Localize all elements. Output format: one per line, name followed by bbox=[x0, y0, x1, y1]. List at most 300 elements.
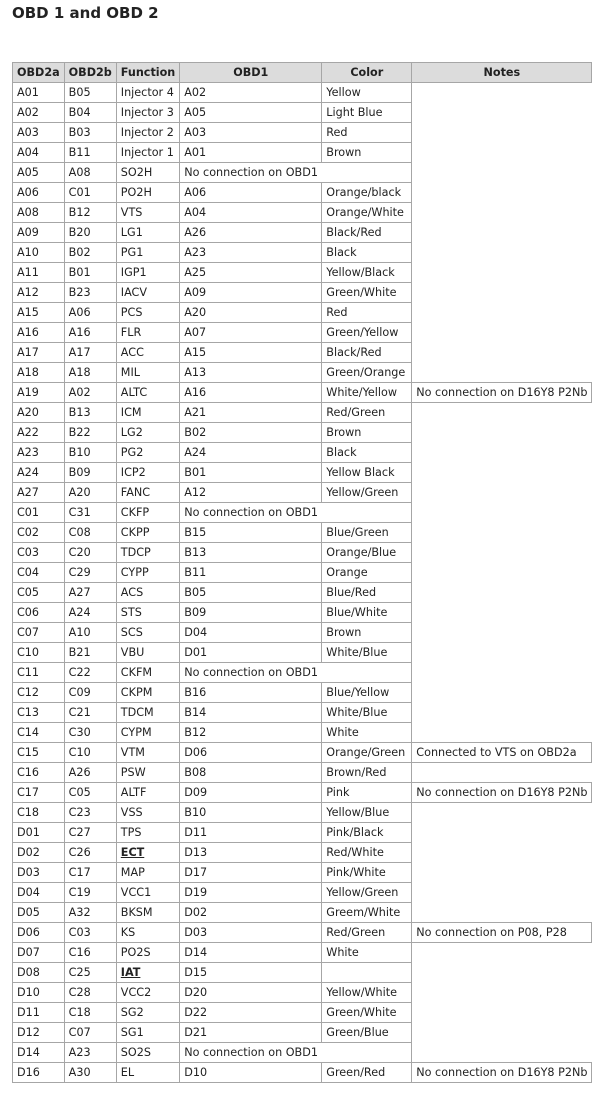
cell-obd2b: B03 bbox=[64, 123, 116, 143]
cell-obd2b: A32 bbox=[64, 903, 116, 923]
cell-obd1: A09 bbox=[180, 283, 322, 303]
cell-obd2b: C20 bbox=[64, 543, 116, 563]
cell-obd2a: C16 bbox=[13, 763, 65, 783]
cell-notes-empty bbox=[412, 903, 592, 923]
cell-notes-empty bbox=[412, 303, 592, 323]
cell-notes-empty bbox=[412, 423, 592, 443]
cell-function: ALTC bbox=[116, 383, 179, 403]
cell-obd2b: B09 bbox=[64, 463, 116, 483]
cell-color bbox=[322, 963, 412, 983]
cell-obd2a: C14 bbox=[13, 723, 65, 743]
cell-color: Yellow/White bbox=[322, 983, 412, 1003]
cell-obd1: D13 bbox=[180, 843, 322, 863]
cell-notes-empty bbox=[412, 103, 592, 123]
cell-function: SG1 bbox=[116, 1023, 179, 1043]
cell-obd2b: C08 bbox=[64, 523, 116, 543]
cell-color: Red bbox=[322, 303, 412, 323]
table-row bbox=[13, 83, 592, 103]
table-row bbox=[13, 763, 592, 783]
cell-obd2a: A12 bbox=[13, 283, 65, 303]
cell-notes-empty bbox=[412, 1023, 592, 1043]
cell-obd2a: C15 bbox=[13, 743, 65, 763]
table-row bbox=[13, 383, 592, 403]
cell-obd2b: B01 bbox=[64, 263, 116, 283]
cell-obd2b: C19 bbox=[64, 883, 116, 903]
cell-obd2b: B13 bbox=[64, 403, 116, 423]
cell-notes-empty bbox=[412, 963, 592, 983]
table-row bbox=[13, 423, 592, 443]
cell-notes-empty bbox=[412, 883, 592, 903]
cell-function: PSW bbox=[116, 763, 179, 783]
cell-function: ECT bbox=[116, 843, 179, 863]
cell-obd2b: B22 bbox=[64, 423, 116, 443]
cell-color: Pink/White bbox=[322, 863, 412, 883]
cell-obd2a: C11 bbox=[13, 663, 65, 683]
cell-obd1: D17 bbox=[180, 863, 322, 883]
cell-obd1: A05 bbox=[180, 103, 322, 123]
cell-color: Green/Orange bbox=[322, 363, 412, 383]
table-row bbox=[13, 603, 592, 623]
cell-function: CKFM bbox=[116, 663, 179, 683]
cell-obd1: A20 bbox=[180, 303, 322, 323]
cell-notes-empty bbox=[412, 863, 592, 883]
table-row bbox=[13, 843, 592, 863]
cell-obd2a: A18 bbox=[13, 363, 65, 383]
cell-function: PCS bbox=[116, 303, 179, 323]
cell-obd2b: A06 bbox=[64, 303, 116, 323]
table-row bbox=[13, 123, 592, 143]
cell-obd2a: C03 bbox=[13, 543, 65, 563]
cell-notes-empty bbox=[412, 763, 592, 783]
cell-obd2b: C10 bbox=[64, 743, 116, 763]
cell-obd2b: C01 bbox=[64, 183, 116, 203]
cell-function: CYPM bbox=[116, 723, 179, 743]
cell-obd2b: C07 bbox=[64, 1023, 116, 1043]
cell-color: Blue/Red bbox=[322, 583, 412, 603]
cell-color: Orange/Blue bbox=[322, 543, 412, 563]
cell-obd2b: A10 bbox=[64, 623, 116, 643]
cell-obd2a: A03 bbox=[13, 123, 65, 143]
cell-obd2b: C29 bbox=[64, 563, 116, 583]
cell-function: PG1 bbox=[116, 243, 179, 263]
cell-notes-empty bbox=[412, 943, 592, 963]
cell-color: Yellow/Blue bbox=[322, 803, 412, 823]
cell-obd1: No connection on OBD1 bbox=[180, 163, 412, 183]
table-row bbox=[13, 103, 592, 123]
cell-obd2a: D03 bbox=[13, 863, 65, 883]
table-row bbox=[13, 483, 592, 503]
cell-obd1: A02 bbox=[180, 83, 322, 103]
table-row bbox=[13, 183, 592, 203]
table-row bbox=[13, 303, 592, 323]
cell-obd2a: D14 bbox=[13, 1043, 65, 1063]
cell-obd1: A04 bbox=[180, 203, 322, 223]
cell-color: Green/Red bbox=[322, 1063, 412, 1083]
cell-function: ACC bbox=[116, 343, 179, 363]
page-title: OBD 1 and OBD 2 bbox=[12, 4, 159, 22]
cell-function: Injector 4 bbox=[116, 83, 179, 103]
cell-function: ALTF bbox=[116, 783, 179, 803]
cell-obd2b: A17 bbox=[64, 343, 116, 363]
cell-obd2a: D04 bbox=[13, 883, 65, 903]
cell-obd1: A07 bbox=[180, 323, 322, 343]
cell-obd2b: C03 bbox=[64, 923, 116, 943]
table-row bbox=[13, 1063, 592, 1083]
cell-color: Orange/black bbox=[322, 183, 412, 203]
cell-obd2a: A10 bbox=[13, 243, 65, 263]
cell-obd1: A03 bbox=[180, 123, 322, 143]
cell-obd2b: C18 bbox=[64, 1003, 116, 1023]
cell-function: PO2S bbox=[116, 943, 179, 963]
cell-notes-empty bbox=[412, 243, 592, 263]
cell-color: Blue/Yellow bbox=[322, 683, 412, 703]
cell-color: Red/Green bbox=[322, 923, 412, 943]
cell-obd2b: B12 bbox=[64, 203, 116, 223]
cell-obd1: D20 bbox=[180, 983, 322, 1003]
cell-obd2a: A23 bbox=[13, 443, 65, 463]
cell-obd1: B12 bbox=[180, 723, 322, 743]
table-row bbox=[13, 163, 592, 183]
cell-obd2a: C17 bbox=[13, 783, 65, 803]
cell-function: ACS bbox=[116, 583, 179, 603]
cell-obd2a: A27 bbox=[13, 483, 65, 503]
table-row bbox=[13, 143, 592, 163]
cell-function: ICP2 bbox=[116, 463, 179, 483]
cell-color: Blue/Green bbox=[322, 523, 412, 543]
cell-color: Black bbox=[322, 243, 412, 263]
cell-obd2b: C27 bbox=[64, 823, 116, 843]
cell-obd2a: C04 bbox=[13, 563, 65, 583]
cell-function: Injector 1 bbox=[116, 143, 179, 163]
cell-obd1: No connection on OBD1 bbox=[180, 663, 412, 683]
cell-color: Yellow/Green bbox=[322, 483, 412, 503]
pinout-table bbox=[12, 62, 592, 1083]
cell-function: IGP1 bbox=[116, 263, 179, 283]
cell-obd2a: D02 bbox=[13, 843, 65, 863]
cell-obd1: A26 bbox=[180, 223, 322, 243]
cell-obd1: D14 bbox=[180, 943, 322, 963]
cell-obd1: A06 bbox=[180, 183, 322, 203]
cell-obd2b: C30 bbox=[64, 723, 116, 743]
cell-function: VBU bbox=[116, 643, 179, 663]
cell-notes: No connection on D16Y8 P2Nb bbox=[412, 783, 592, 803]
cell-function: CKPP bbox=[116, 523, 179, 543]
cell-obd1: A23 bbox=[180, 243, 322, 263]
cell-obd2b: C16 bbox=[64, 943, 116, 963]
cell-obd2b: B23 bbox=[64, 283, 116, 303]
cell-notes: No connection on D16Y8 P2Nb bbox=[412, 1063, 592, 1083]
cell-notes-empty bbox=[412, 363, 592, 383]
cell-function: VTS bbox=[116, 203, 179, 223]
cell-obd2b: A26 bbox=[64, 763, 116, 783]
cell-notes-empty bbox=[412, 543, 592, 563]
cell-obd1: D09 bbox=[180, 783, 322, 803]
cell-function: SCS bbox=[116, 623, 179, 643]
table-row bbox=[13, 703, 592, 723]
cell-color: Brown/Red bbox=[322, 763, 412, 783]
cell-notes-empty bbox=[412, 683, 592, 703]
cell-obd2a: D07 bbox=[13, 943, 65, 963]
cell-color: Light Blue bbox=[322, 103, 412, 123]
cell-obd1: D04 bbox=[180, 623, 322, 643]
cell-obd2b: C21 bbox=[64, 703, 116, 723]
cell-function: KS bbox=[116, 923, 179, 943]
cell-obd2b: C26 bbox=[64, 843, 116, 863]
cell-color: Greem/White bbox=[322, 903, 412, 923]
table-row bbox=[13, 223, 592, 243]
cell-obd1: B15 bbox=[180, 523, 322, 543]
header-obd2a: OBD2a bbox=[13, 63, 65, 83]
cell-obd2a: A11 bbox=[13, 263, 65, 283]
cell-obd2b: C25 bbox=[64, 963, 116, 983]
cell-notes-empty bbox=[412, 163, 592, 183]
cell-function: SG2 bbox=[116, 1003, 179, 1023]
cell-obd1: D03 bbox=[180, 923, 322, 943]
cell-color: Red bbox=[322, 123, 412, 143]
cell-function: CYPP bbox=[116, 563, 179, 583]
cell-obd1: No connection on OBD1 bbox=[180, 503, 412, 523]
cell-obd1: A13 bbox=[180, 363, 322, 383]
cell-notes-empty bbox=[412, 443, 592, 463]
cell-notes: No connection on P08, P28 bbox=[412, 923, 592, 943]
cell-obd2a: A16 bbox=[13, 323, 65, 343]
cell-obd2b: C09 bbox=[64, 683, 116, 703]
cell-obd2a: A20 bbox=[13, 403, 65, 423]
cell-obd1: D06 bbox=[180, 743, 322, 763]
cell-obd2b: C22 bbox=[64, 663, 116, 683]
table-row bbox=[13, 643, 592, 663]
cell-notes-empty bbox=[412, 503, 592, 523]
cell-obd1: A01 bbox=[180, 143, 322, 163]
cell-obd2b: C05 bbox=[64, 783, 116, 803]
cell-obd2b: A20 bbox=[64, 483, 116, 503]
cell-notes-empty bbox=[412, 123, 592, 143]
cell-notes-empty bbox=[412, 623, 592, 643]
cell-obd1: A15 bbox=[180, 343, 322, 363]
cell-obd1: B09 bbox=[180, 603, 322, 623]
cell-obd2b: A30 bbox=[64, 1063, 116, 1083]
table-row bbox=[13, 663, 592, 683]
cell-color: Pink/Black bbox=[322, 823, 412, 843]
cell-function: STS bbox=[116, 603, 179, 623]
cell-color: Blue/White bbox=[322, 603, 412, 623]
header-obd1: OBD1 bbox=[180, 63, 322, 83]
cell-obd2b: A27 bbox=[64, 583, 116, 603]
table-row bbox=[13, 823, 592, 843]
cell-notes: No connection on D16Y8 P2Nb bbox=[412, 383, 592, 403]
cell-obd2b: B02 bbox=[64, 243, 116, 263]
cell-color: Green/Blue bbox=[322, 1023, 412, 1043]
cell-function: VCC2 bbox=[116, 983, 179, 1003]
cell-color: Black bbox=[322, 443, 412, 463]
cell-color: White/Blue bbox=[322, 703, 412, 723]
cell-obd2b: C17 bbox=[64, 863, 116, 883]
cell-obd1: D11 bbox=[180, 823, 322, 843]
cell-obd2b: B05 bbox=[64, 83, 116, 103]
cell-obd1: A12 bbox=[180, 483, 322, 503]
cell-color: Yellow/Black bbox=[322, 263, 412, 283]
header-obd2b: OBD2b bbox=[64, 63, 116, 83]
cell-obd2b: B04 bbox=[64, 103, 116, 123]
cell-obd2a: C01 bbox=[13, 503, 65, 523]
table-row bbox=[13, 563, 592, 583]
cell-function: VTM bbox=[116, 743, 179, 763]
cell-obd1: A25 bbox=[180, 263, 322, 283]
cell-color: Orange/Green bbox=[322, 743, 412, 763]
cell-obd2a: C05 bbox=[13, 583, 65, 603]
cell-obd2a: D01 bbox=[13, 823, 65, 843]
cell-notes-empty bbox=[412, 143, 592, 163]
cell-obd2b: A18 bbox=[64, 363, 116, 383]
cell-notes-empty bbox=[412, 463, 592, 483]
cell-notes-empty bbox=[412, 343, 592, 363]
table-row bbox=[13, 1043, 592, 1063]
header-function: Function bbox=[116, 63, 179, 83]
cell-obd2a: A01 bbox=[13, 83, 65, 103]
cell-notes-empty bbox=[412, 1043, 592, 1063]
table-row bbox=[13, 263, 592, 283]
cell-obd2a: D10 bbox=[13, 983, 65, 1003]
table-row bbox=[13, 323, 592, 343]
cell-obd1: D21 bbox=[180, 1023, 322, 1043]
cell-obd1: B05 bbox=[180, 583, 322, 603]
cell-obd1: No connection on OBD1 bbox=[180, 1043, 412, 1063]
cell-color: Red/White bbox=[322, 843, 412, 863]
cell-notes-empty bbox=[412, 483, 592, 503]
cell-obd2b: A02 bbox=[64, 383, 116, 403]
cell-obd1: B14 bbox=[180, 703, 322, 723]
cell-obd2a: C02 bbox=[13, 523, 65, 543]
cell-function: TPS bbox=[116, 823, 179, 843]
cell-obd2a: A17 bbox=[13, 343, 65, 363]
cell-obd2a: A04 bbox=[13, 143, 65, 163]
table-row bbox=[13, 863, 592, 883]
cell-notes-empty bbox=[412, 323, 592, 343]
header-notes: Notes bbox=[412, 63, 592, 83]
cell-color: Yellow Black bbox=[322, 463, 412, 483]
cell-function: MAP bbox=[116, 863, 179, 883]
table-row bbox=[13, 963, 592, 983]
cell-function: FANC bbox=[116, 483, 179, 503]
cell-obd1: A21 bbox=[180, 403, 322, 423]
cell-color: Green/Yellow bbox=[322, 323, 412, 343]
cell-notes-empty bbox=[412, 823, 592, 843]
cell-color: Orange bbox=[322, 563, 412, 583]
cell-function: Injector 3 bbox=[116, 103, 179, 123]
cell-obd2a: C13 bbox=[13, 703, 65, 723]
table-row bbox=[13, 803, 592, 823]
cell-color: White/Yellow bbox=[322, 383, 412, 403]
cell-function: IAT bbox=[116, 963, 179, 983]
cell-obd2a: A05 bbox=[13, 163, 65, 183]
cell-obd2b: A24 bbox=[64, 603, 116, 623]
cell-color: Yellow/Green bbox=[322, 883, 412, 903]
table-row bbox=[13, 1023, 592, 1043]
cell-obd2b: B11 bbox=[64, 143, 116, 163]
cell-color: White bbox=[322, 943, 412, 963]
cell-obd1: D22 bbox=[180, 1003, 322, 1023]
table-row bbox=[13, 403, 592, 423]
cell-obd2a: D16 bbox=[13, 1063, 65, 1083]
cell-notes-empty bbox=[412, 583, 592, 603]
cell-function: ICM bbox=[116, 403, 179, 423]
cell-notes-empty bbox=[412, 703, 592, 723]
cell-notes-empty bbox=[412, 223, 592, 243]
cell-color: Green/White bbox=[322, 283, 412, 303]
cell-obd2a: A02 bbox=[13, 103, 65, 123]
table-row bbox=[13, 203, 592, 223]
table-row bbox=[13, 243, 592, 263]
cell-function: IACV bbox=[116, 283, 179, 303]
cell-color: Brown bbox=[322, 143, 412, 163]
cell-notes-empty bbox=[412, 183, 592, 203]
cell-obd2a: A19 bbox=[13, 383, 65, 403]
table-row bbox=[13, 503, 592, 523]
cell-function: MIL bbox=[116, 363, 179, 383]
cell-function: FLR bbox=[116, 323, 179, 343]
header-color: Color bbox=[322, 63, 412, 83]
cell-obd2b: A16 bbox=[64, 323, 116, 343]
cell-obd1: B08 bbox=[180, 763, 322, 783]
cell-obd1: A16 bbox=[180, 383, 322, 403]
table-row bbox=[13, 543, 592, 563]
cell-function: EL bbox=[116, 1063, 179, 1083]
table-row bbox=[13, 463, 592, 483]
cell-obd1: D19 bbox=[180, 883, 322, 903]
table-header-row bbox=[13, 63, 592, 83]
cell-obd1: B02 bbox=[180, 423, 322, 443]
cell-obd2a: D11 bbox=[13, 1003, 65, 1023]
cell-notes-empty bbox=[412, 523, 592, 543]
cell-function: VSS bbox=[116, 803, 179, 823]
cell-obd2a: D08 bbox=[13, 963, 65, 983]
cell-color: Orange/White bbox=[322, 203, 412, 223]
cell-obd2a: C06 bbox=[13, 603, 65, 623]
cell-function: PO2H bbox=[116, 183, 179, 203]
cell-color: Black/Red bbox=[322, 223, 412, 243]
table-row bbox=[13, 623, 592, 643]
cell-function: LG1 bbox=[116, 223, 179, 243]
table-row bbox=[13, 683, 592, 703]
table-row bbox=[13, 443, 592, 463]
cell-obd2a: A15 bbox=[13, 303, 65, 323]
cell-function: Injector 2 bbox=[116, 123, 179, 143]
cell-obd2b: A23 bbox=[64, 1043, 116, 1063]
cell-obd2a: D06 bbox=[13, 923, 65, 943]
table-row bbox=[13, 723, 592, 743]
cell-obd2b: C31 bbox=[64, 503, 116, 523]
cell-obd1: A24 bbox=[180, 443, 322, 463]
table-body bbox=[13, 83, 592, 1083]
table-row bbox=[13, 523, 592, 543]
cell-color: Brown bbox=[322, 623, 412, 643]
cell-obd2b: B10 bbox=[64, 443, 116, 463]
cell-color: Red/Green bbox=[322, 403, 412, 423]
cell-obd1: D01 bbox=[180, 643, 322, 663]
cell-notes-empty bbox=[412, 643, 592, 663]
table-row bbox=[13, 883, 592, 903]
cell-color: Brown bbox=[322, 423, 412, 443]
cell-notes: Connected to VTS on OBD2a bbox=[412, 743, 592, 763]
table-row bbox=[13, 343, 592, 363]
cell-notes-empty bbox=[412, 983, 592, 1003]
cell-color: White/Blue bbox=[322, 643, 412, 663]
cell-obd2a: C07 bbox=[13, 623, 65, 643]
cell-obd1: D02 bbox=[180, 903, 322, 923]
cell-obd2a: D05 bbox=[13, 903, 65, 923]
cell-function: SO2H bbox=[116, 163, 179, 183]
cell-obd2a: C18 bbox=[13, 803, 65, 823]
